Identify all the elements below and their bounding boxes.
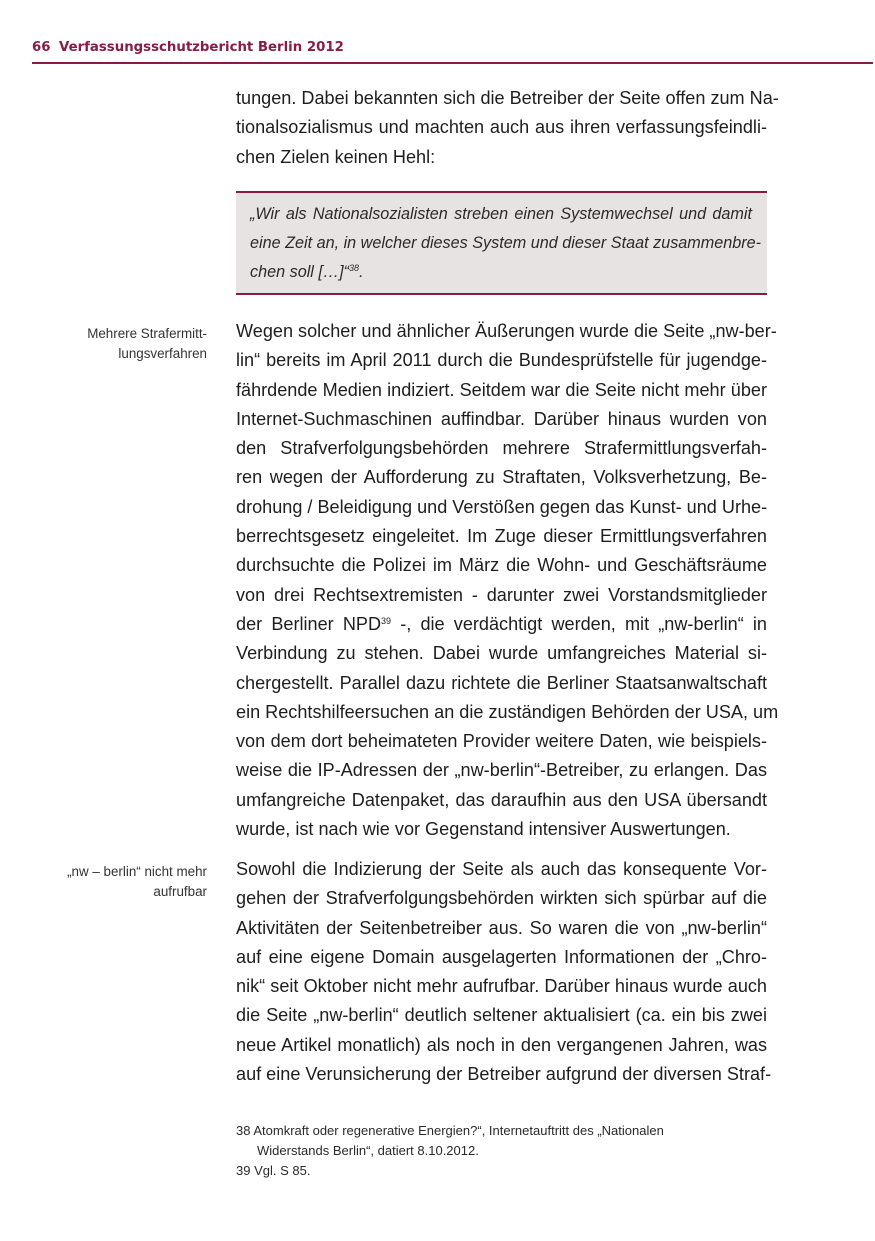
- paragraph-effects: [236, 855, 772, 1089]
- text-line: auf eine eigene Domain ausgelagerten Informationen der „Chro-: [236, 946, 767, 967]
- report-title: Verfassungsschutzbericht Berlin 2012: [59, 40, 344, 55]
- text-line: weise die IP-Adressen der „nw-berlin“-Betreiber, zu erlangen. Das: [236, 760, 767, 781]
- text-line: ein Rechtshilfeersuchen an die zuständigen Behörden der USA, um: [236, 701, 779, 722]
- text-line: Verbindung zu stehen. Dabei wurde umfangreiches Material si-: [236, 643, 767, 664]
- text-line: neue Artikel monatlich) als noch in den vergangenen Jahren, was: [236, 1034, 767, 1055]
- text-line: ren wegen der Aufforderung zu Straftaten, Volksverhetzung, Be-: [236, 467, 767, 488]
- text-line-npd: der Berliner NPD$^{39}$ -, die verdächtigt werden, mit „nw-berlin“ in: [236, 613, 767, 634]
- text-line: Sowohl die Indizierung der Seite als auch das konsequente Vor-: [236, 859, 767, 879]
- text-line: auf eine Verunsicherung der Betreiber aufgrund der diversen Straf-: [236, 1064, 772, 1085]
- text-line: wurde, ist nach wie vor Gegenstand intensiver Auswertungen.: [236, 819, 731, 840]
- quote-line: „Wir als Nationalsozialisten streben einen Systemwechsel und damit: [250, 205, 752, 223]
- quote-box: [236, 191, 767, 295]
- footnote-39: 39 Vgl. S 85.: [236, 1163, 311, 1178]
- margin-note-investigations: Mehrere Strafermitt- lungsverfahren: [87, 326, 207, 361]
- text-line: drohung / Beleidigung und Verstößen gegen das Kunst- und Urhe-: [236, 496, 768, 517]
- text-line: lin“ bereits im April 2011 durch die Bundesprüfstelle für jugendge-: [236, 350, 767, 371]
- page-number: 66: [32, 40, 51, 55]
- footnotes: [236, 1121, 664, 1181]
- running-header: [32, 38, 873, 64]
- footnote-ref-38: 38: [348, 263, 359, 273]
- margin-note-not-accessible: „nw – berlin“ nicht mehr aufrufbar: [67, 864, 207, 899]
- text-line: Internet-Suchmaschinen auffindbar. Darüber hinaus wurden von: [236, 408, 767, 429]
- text-line: umfangreiche Datenpaket, das daraufhin aus den USA übersandt: [236, 789, 767, 810]
- text-line: Wegen solcher und ähnlicher Äußerungen wurde die Seite „nw-ber-: [236, 321, 777, 341]
- text-line: von dem dort beheimateten Provider weitere Daten, wie beispiels-: [236, 731, 767, 752]
- text-line: durchsuchte die Polizei im März die Wohn- und Geschäftsräume: [236, 555, 767, 576]
- footnote-38-continued: Widerstands Berlin“, datiert 8.10.2012.: [257, 1143, 479, 1158]
- text-line: chergestellt. Parallel dazu richtete die Berliner Staatsanwaltschaft: [236, 672, 767, 693]
- text-line: Aktivitäten der Seitenbetreiber aus. So waren die von „nw-berlin“: [236, 917, 767, 938]
- paragraph-investigations: [236, 317, 779, 844]
- text-line: von drei Rechtsextremisten - darunter zwei Vorstandsmitglieder: [236, 584, 767, 605]
- text-line: fährdende Medien indiziert. Seitdem war die Seite nicht mehr über: [236, 379, 767, 400]
- text-line: tionalsozialismus und machten auch aus ihren verfassungsfeindli-: [236, 117, 767, 138]
- text-line: chen Zielen keinen Hehl:: [236, 146, 436, 167]
- text-line: berrechtsgesetz eingeleitet. Im Zuge dieser Ermittlungsverfahren: [236, 526, 767, 547]
- text-line: die Seite „nw-berlin“ deutlich seltener aktualisiert (ca. ein bis zwei: [236, 1005, 767, 1026]
- footnote-ref-39: 39: [381, 615, 392, 626]
- footnote-38: 38 Atomkraft oder regenerative Energien?“, Internetauftritt des „Nationalen: [236, 1123, 664, 1138]
- text-line: nik“ seit Oktober nicht mehr aufrufbar. Darüber hinaus wurde auch: [236, 976, 767, 997]
- intro-paragraph: [236, 84, 779, 172]
- quote-line: eine Zeit an, in welcher dieses System und dieser Staat zusammenbre-: [250, 234, 762, 252]
- quote-line-last: chen soll […]“$^{38}$.: [250, 263, 364, 281]
- text-line: tungen. Dabei bekannten sich die Betreiber der Seite offen zum Na-: [236, 88, 779, 108]
- text-line: gehen der Strafverfolgungsbehörden wirkten sich spürbar auf die: [236, 888, 767, 909]
- text-line: den Strafverfolgungsbehörden mehrere Strafermittlungsverfah-: [236, 438, 767, 459]
